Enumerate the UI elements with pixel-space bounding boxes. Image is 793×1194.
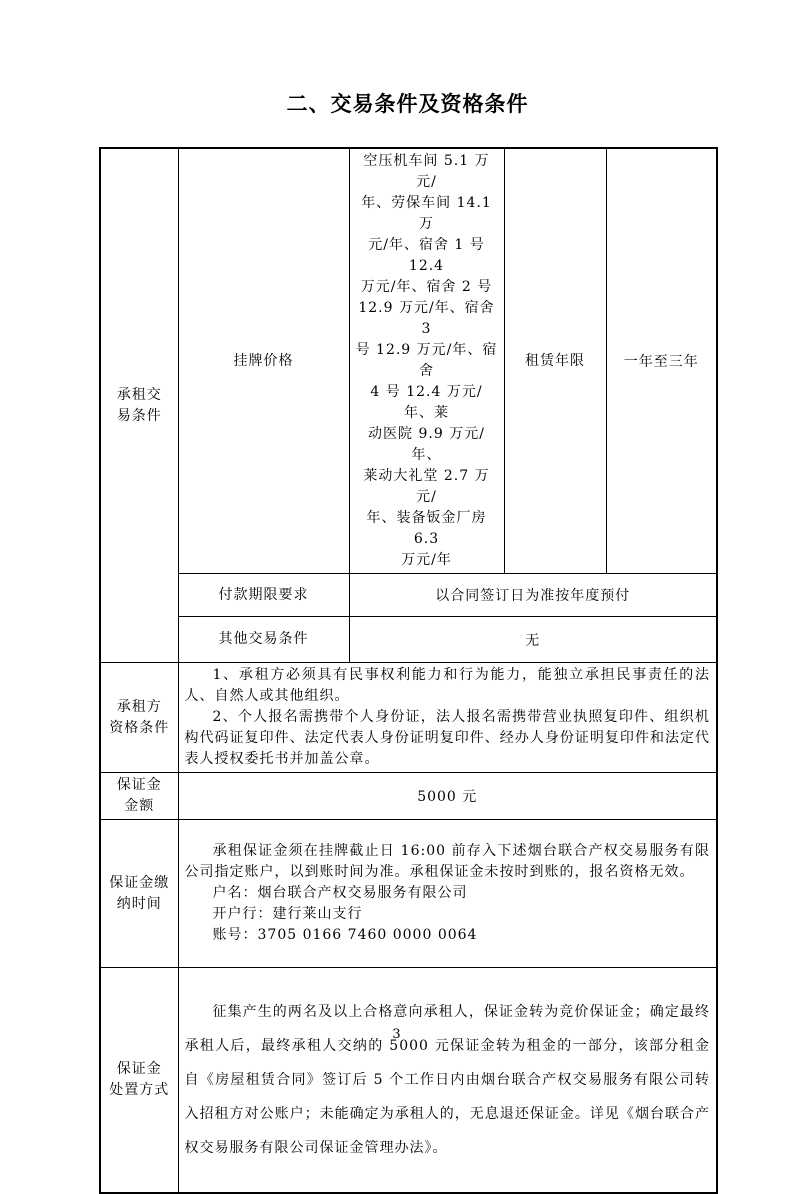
deposit-amount-value: 5000 元 bbox=[178, 773, 717, 820]
table-row bbox=[100, 663, 717, 773]
deposit-account-number: 账号：3705 0166 7460 0000 0064 bbox=[212, 927, 478, 943]
table-row bbox=[100, 148, 717, 574]
row-label-rent-trade-conditions: 承租交 易条件 bbox=[100, 148, 178, 663]
table-row bbox=[100, 574, 717, 617]
deposit-disposal-cell bbox=[178, 968, 717, 1193]
row-label-deposit-amount: 保证金 金额 bbox=[100, 773, 178, 820]
other-conditions-value: 无 bbox=[349, 617, 717, 663]
lease-term-label: 租赁年限 bbox=[504, 148, 606, 574]
other-conditions-label: 其他交易条件 bbox=[178, 617, 349, 663]
deposit-payment-intro: 承租保证金须在挂牌截止日 16:00 前存入下述烟台联合产权交易服务有限公司指定账户，以到账时间为准。承租保证金未按时到账的，报名资格无效。 bbox=[184, 843, 710, 880]
row-label-deposit-payment-time: 保证金缴 纳时间 bbox=[100, 820, 178, 968]
table-row bbox=[100, 968, 717, 1193]
row-label-lessee-qualification: 承租方 资格条件 bbox=[100, 663, 178, 773]
table-row bbox=[100, 773, 717, 820]
listing-price-value: 空压机车间 5.1 万元/ 年、劳保车间 14.1 万 元/年、宿舍 1 号 12.4 万元/年、宿舍 2 号 12.9 万元/年、宿舍 3 号 12.9 万元/年、宿舍 4 号 12.4 万元/年、莱 动医院 9.9 万元/年、 莱动大礼堂 2.7 万元/ 年、装备钣金厂房 6.3 万元/年 bbox=[349, 148, 504, 574]
lessee-qualification-cell bbox=[178, 663, 717, 773]
deposit-payment-cell bbox=[178, 820, 717, 968]
table-row bbox=[100, 617, 717, 663]
page-number: 3 bbox=[392, 1027, 401, 1042]
lease-term-value: 一年至三年 bbox=[606, 148, 717, 574]
payment-deadline-value: 以合同签订日为准按年度预付 bbox=[349, 574, 717, 617]
table-row bbox=[100, 820, 717, 968]
qualification-item-2: 2、个人报名需携带个人身份证，法人报名需携带营业执照复印件、组织机构代码证复印件、法定代表人身份证明复印件、经办人身份证明复印件和法定代表人授权委托书并加盖公章。 bbox=[184, 709, 710, 767]
deposit-bank-branch: 开户行：建行莱山支行 bbox=[212, 906, 363, 922]
payment-deadline-label: 付款期限要求 bbox=[178, 574, 349, 617]
section-title: 二、交易条件及资格条件 bbox=[286, 91, 529, 116]
row-label-deposit-disposal: 保证金 处置方式 bbox=[100, 968, 178, 1193]
deposit-account-name: 户名：烟台联合产权交易服务有限公司 bbox=[212, 885, 468, 901]
qualification-item-1: 1、承租方必须具有民事权利能力和行为能力，能独立承担民事责任的法人、自然人或其他组织。 bbox=[184, 667, 710, 704]
listing-price-label: 挂牌价格 bbox=[178, 148, 349, 574]
deposit-disposal-text: 征集产生的两名及以上合格意向承租人，保证金转为竞价保证金；确定最终承租人后，最终承租人交纳的 5000 元保证金转为租金的一部分，该部分租金自《房屋租赁合同》签订后 5 个工作日内由烟台联合产权交易服务有限公司转入招租方对公账户；未能确定为承租人的，无息退还保证金。详见《烟台联合产权交易服务有限公司保证金管理办法》。 bbox=[184, 1003, 710, 1156]
